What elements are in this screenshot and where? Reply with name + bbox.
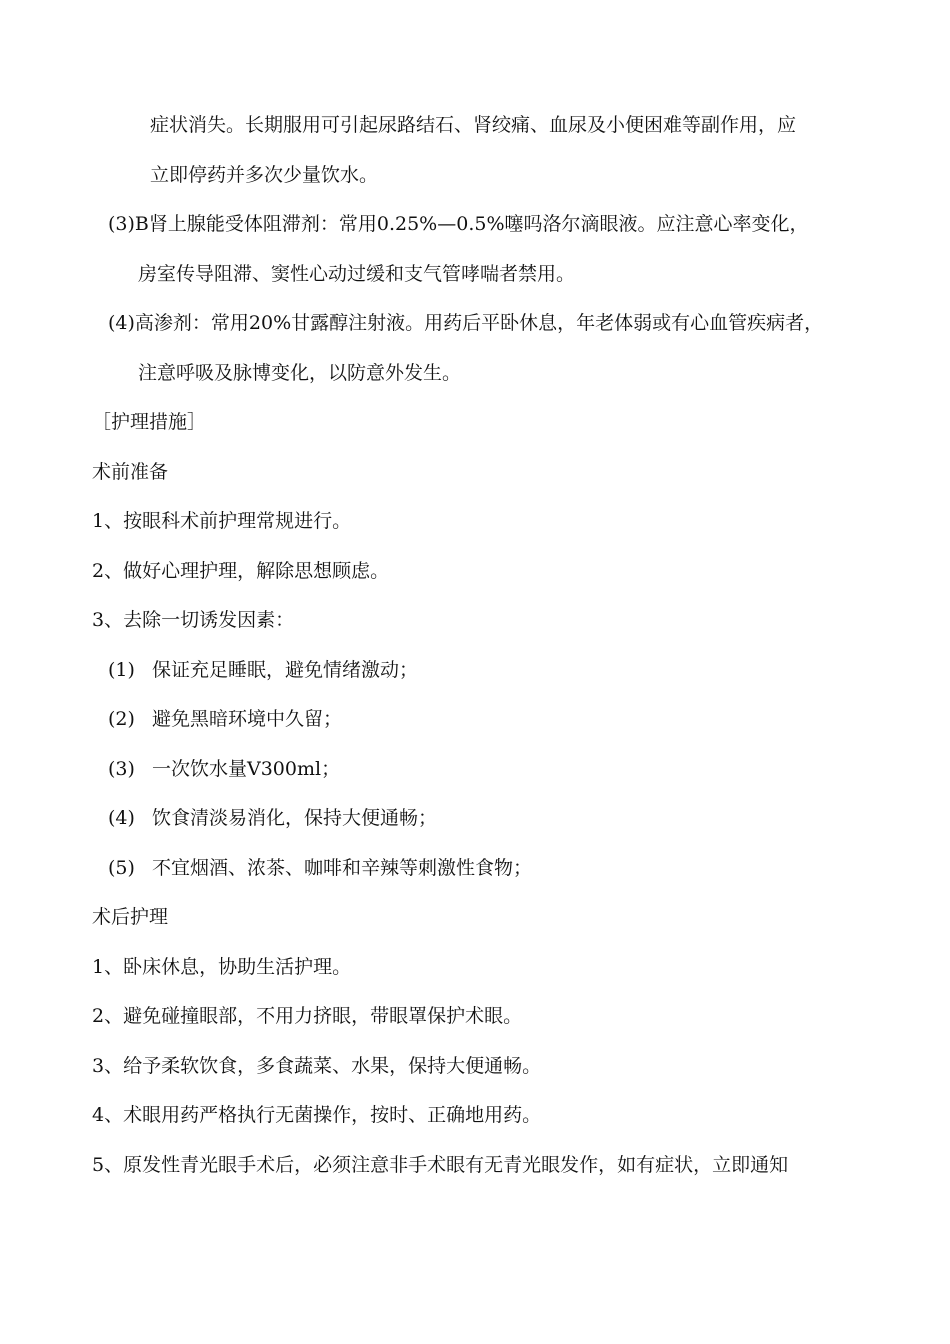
item-text: 避免黑暗环境中久留； [152,708,343,730]
paragraph-line: 房室传导阻滞、窦性心动过缓和支气管哮喘者禁用。 [138,263,576,285]
item-text: 不宜烟酒、浓茶、咖啡和辛辣等刺激性食物； [152,857,533,879]
list-item: 3、去除一切诱发因素： [92,609,295,631]
list-item: 4、术眼用药严格执行无菌操作，按时、正确地用药。 [92,1104,542,1126]
list-item: 1、按眼科术前护理常规进行。 [92,510,352,532]
sub-list-item [108,806,437,830]
sub-list-item [108,658,418,682]
list-item-4: (4)高渗剂：常用20%甘露醇注射液。用药后平卧休息，年老体弱或有心血管疾病者， [108,312,824,334]
item-text: 保证充足睡眠，避免情绪激动； [152,659,419,681]
list-item: 2、避免碰撞眼部，不用力挤眼，带眼罩保护术眼。 [92,1005,523,1027]
list-item: 5、原发性青光眼手术后，必须注意非手术眼有无青光眼发作，如有症状，立即通知 [92,1154,789,1176]
item-number: (4) [108,807,135,829]
list-item: 2、做好心理护理，解除思想顾虑。 [92,560,390,582]
item-number: (5) [108,857,135,879]
item-number: (1) [108,659,135,681]
sub-list-item [108,856,532,880]
item-number: (3) [108,758,135,780]
list-item-3: (3)Β肾上腺能受体阻滞剂：常用0.25%—0.5%噻吗洛尔滴眼液。应注意心率变化， [108,213,809,235]
list-item: 3、给予柔软饮食，多食蔬菜、水果，保持大便通畅。 [92,1055,542,1077]
list-item: 1、卧床休息，协助生活护理。 [92,956,352,978]
sub-list-item [108,757,340,781]
item-number: (2) [108,708,135,730]
item-text: 一次饮水量V300ml； [152,758,341,780]
subsection-heading: 术前准备 [92,461,169,483]
paragraph-line: 症状消失。长期服用可引起尿路结石、肾绞痛、血尿及小便困难等副作用，应 [150,114,797,136]
section-heading: ［护理措施］ [92,411,207,433]
subsection-heading: 术后护理 [92,906,169,928]
item-text: 饮食清淡易消化，保持大便通畅； [152,807,438,829]
sub-list-item [108,707,342,731]
paragraph-line: 注意呼吸及脉博变化，以防意外发生。 [138,362,462,384]
paragraph-line: 立即停药并多次少量饮水。 [150,164,379,186]
